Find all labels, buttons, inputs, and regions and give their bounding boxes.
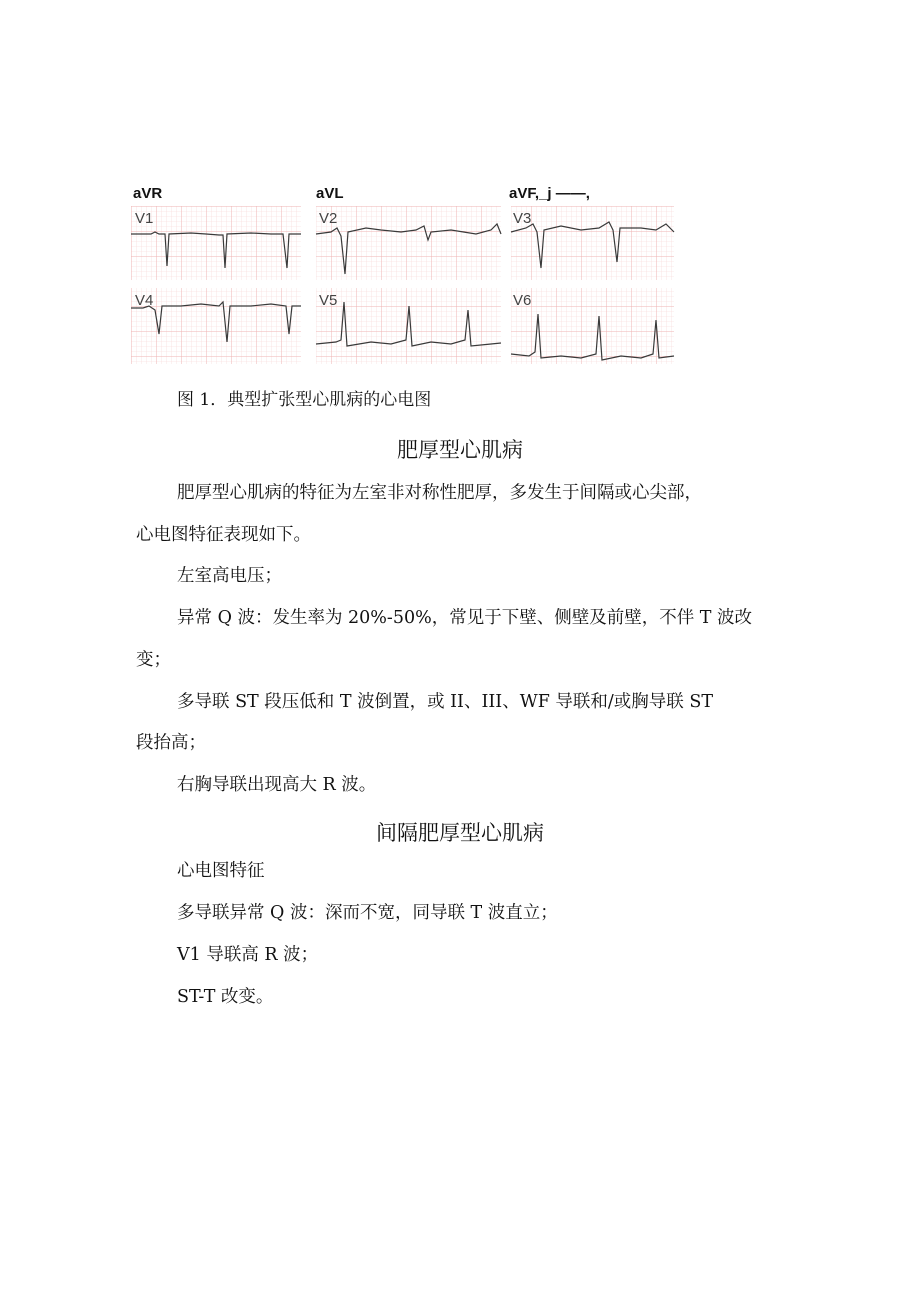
section1-item3-line1: 多导联 ST 段压低和 T 波倒置，或 II、III、WF 导联和/或胸导联 ST bbox=[177, 692, 714, 712]
lead-v2-label: V2 bbox=[319, 210, 338, 227]
figure-caption: 图 1．典型扩张型心肌病的心电图 bbox=[177, 390, 432, 410]
section2-item3: ST-T 改变。 bbox=[177, 987, 274, 1007]
ecg-panel-v6 bbox=[511, 288, 674, 364]
section1-item4: 右胸导联出现高大 R 波。 bbox=[177, 775, 377, 795]
lead-label-avf: aVF,_j ——, bbox=[509, 185, 590, 202]
section2-subtitle: 心电图特征 bbox=[177, 861, 265, 881]
section1-item2-line1: 异常 Q 波：发生率为 20%-50%，常见于下壁、侧壁及前壁，不伴 T 波改 bbox=[177, 608, 753, 628]
ecg-panel-v1 bbox=[131, 206, 301, 280]
lead-v4-label: V4 bbox=[135, 292, 154, 309]
section1-title: 肥厚型心肌病 bbox=[397, 438, 523, 462]
section2-item2: V1 导联高 R 波； bbox=[177, 945, 319, 965]
lead-v6-label: V6 bbox=[513, 292, 532, 309]
lead-label-avl: aVL bbox=[316, 185, 344, 202]
ecg-panel-v3 bbox=[511, 206, 674, 280]
section1-item1: 左室高电压； bbox=[177, 566, 282, 586]
ecg-panel-v5 bbox=[316, 288, 501, 364]
ecg-panel-v2 bbox=[316, 206, 501, 280]
lead-v1-label: V1 bbox=[135, 210, 154, 227]
section2-title: 间隔肥厚型心肌病 bbox=[376, 821, 544, 845]
section1-intro-line2: 心电图特征表现如下。 bbox=[136, 525, 311, 545]
section1-item2-line2: 变； bbox=[136, 650, 171, 670]
lead-v3-label: V3 bbox=[513, 210, 532, 227]
ecg-panel-v4 bbox=[131, 288, 301, 364]
section1-item3-line2: 段抬高； bbox=[136, 733, 206, 753]
lead-label-avr: aVR bbox=[133, 185, 163, 202]
lead-v5-label: V5 bbox=[319, 292, 338, 309]
section1-intro-line1: 肥厚型心肌病的特征为左室非对称性肥厚，多发生于间隔或心尖部， bbox=[177, 483, 702, 503]
section2-item1: 多导联异常 Q 波：深而不宽，同导联 T 波直立； bbox=[177, 903, 558, 923]
ecg-strips bbox=[131, 206, 676, 366]
